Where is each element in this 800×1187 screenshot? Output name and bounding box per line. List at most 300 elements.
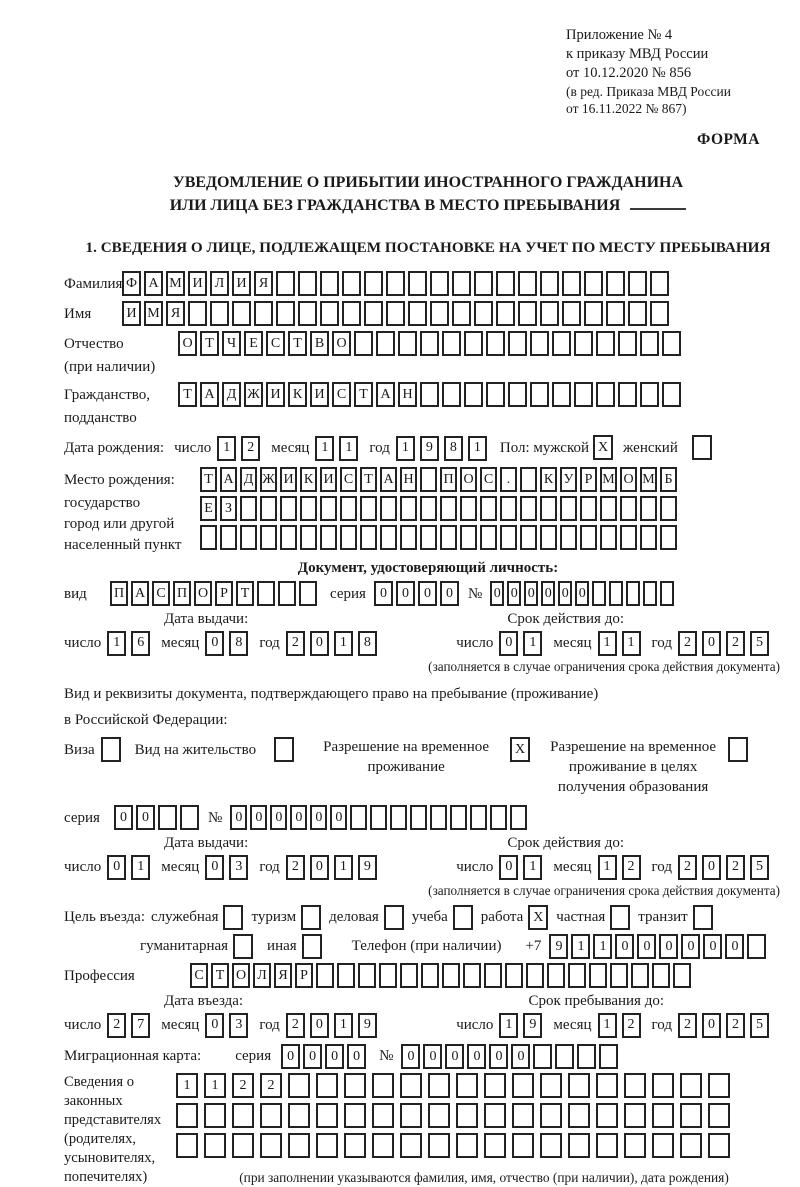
purpose-official-checkbox[interactable]	[223, 905, 243, 930]
char-cell[interactable]: 1	[334, 631, 353, 656]
char-cell[interactable]: 1	[598, 855, 617, 880]
char-cell[interactable]	[300, 525, 317, 550]
char-cell[interactable]: 0	[637, 934, 656, 959]
char-cell[interactable]: Я	[274, 963, 292, 988]
char-cell[interactable]	[188, 301, 207, 326]
char-cell[interactable]: А	[376, 382, 395, 407]
char-cell[interactable]: 5	[750, 855, 769, 880]
char-cell[interactable]	[660, 525, 677, 550]
char-cell[interactable]	[510, 805, 527, 830]
char-cell[interactable]: И	[188, 271, 207, 296]
char-cell[interactable]	[344, 1133, 366, 1158]
char-cell[interactable]: .	[500, 467, 517, 492]
char-cell[interactable]: 0	[136, 805, 155, 830]
char-cell[interactable]	[260, 525, 277, 550]
char-cell[interactable]	[386, 271, 405, 296]
char-cell[interactable]: Р	[295, 963, 313, 988]
char-cell[interactable]	[652, 1073, 674, 1098]
char-cell[interactable]	[599, 1044, 618, 1069]
char-cell[interactable]	[562, 271, 581, 296]
char-cell[interactable]: 1	[396, 436, 415, 461]
char-cell[interactable]	[606, 271, 625, 296]
char-cell[interactable]	[609, 581, 623, 606]
char-cell[interactable]	[350, 805, 367, 830]
char-cell[interactable]: 0	[290, 805, 307, 830]
char-cell[interactable]	[512, 1103, 534, 1128]
char-cell[interactable]: 0	[423, 1044, 442, 1069]
char-cell[interactable]: 0	[499, 855, 518, 880]
char-cell[interactable]	[298, 271, 317, 296]
temp-residence-checkbox[interactable]: X	[510, 737, 530, 762]
char-cell[interactable]: 2	[286, 631, 305, 656]
title-blank-underline[interactable]	[630, 196, 686, 210]
char-cell[interactable]	[552, 382, 571, 407]
char-cell[interactable]: М	[144, 301, 163, 326]
char-cell[interactable]	[456, 1103, 478, 1128]
char-cell[interactable]: 2	[726, 631, 745, 656]
char-cell[interactable]	[584, 301, 603, 326]
char-cell[interactable]: А	[220, 467, 237, 492]
char-cell[interactable]	[430, 271, 449, 296]
char-cell[interactable]: О	[232, 963, 250, 988]
char-cell[interactable]	[580, 496, 597, 521]
char-cell[interactable]	[592, 581, 606, 606]
char-cell[interactable]: 0	[702, 855, 721, 880]
char-cell[interactable]: 1	[131, 855, 150, 880]
char-cell[interactable]: Ф	[122, 271, 141, 296]
char-cell[interactable]	[540, 1133, 562, 1158]
char-cell[interactable]: 0	[575, 581, 589, 606]
char-cell[interactable]	[344, 1103, 366, 1128]
char-cell[interactable]	[380, 525, 397, 550]
char-cell[interactable]: Н	[398, 382, 417, 407]
char-cell[interactable]	[640, 382, 659, 407]
char-cell[interactable]	[204, 1103, 226, 1128]
char-cell[interactable]: 1	[499, 1013, 518, 1038]
char-cell[interactable]	[320, 496, 337, 521]
char-cell[interactable]: 1	[217, 436, 236, 461]
char-cell[interactable]	[452, 271, 471, 296]
char-cell[interactable]: 9	[420, 436, 439, 461]
char-cell[interactable]: Д	[240, 467, 257, 492]
char-cell[interactable]	[240, 525, 257, 550]
char-cell[interactable]	[680, 1073, 702, 1098]
char-cell[interactable]	[452, 301, 471, 326]
char-cell[interactable]	[540, 1103, 562, 1128]
char-cell[interactable]: 0	[310, 631, 329, 656]
char-cell[interactable]: О	[460, 467, 477, 492]
char-cell[interactable]	[158, 805, 177, 830]
char-cell[interactable]	[660, 496, 677, 521]
char-cell[interactable]	[618, 331, 637, 356]
char-cell[interactable]: 1	[523, 631, 542, 656]
char-cell[interactable]: 0	[703, 934, 722, 959]
char-cell[interactable]	[398, 331, 417, 356]
char-cell[interactable]: 0	[507, 581, 521, 606]
char-cell[interactable]: 9	[523, 1013, 542, 1038]
char-cell[interactable]: 1	[334, 1013, 353, 1038]
male-checkbox[interactable]: X	[593, 435, 613, 460]
char-cell[interactable]	[660, 581, 674, 606]
char-cell[interactable]: Ж	[260, 467, 277, 492]
char-cell[interactable]	[474, 301, 493, 326]
char-cell[interactable]: 0	[281, 1044, 300, 1069]
char-cell[interactable]: 9	[358, 1013, 377, 1038]
char-cell[interactable]	[620, 525, 637, 550]
char-cell[interactable]	[440, 496, 457, 521]
char-cell[interactable]	[400, 963, 418, 988]
char-cell[interactable]	[464, 331, 483, 356]
char-cell[interactable]	[562, 301, 581, 326]
char-cell[interactable]: 2	[232, 1073, 254, 1098]
char-cell[interactable]	[530, 331, 549, 356]
char-cell[interactable]: К	[300, 467, 317, 492]
char-cell[interactable]: Л	[210, 271, 229, 296]
char-cell[interactable]: 2	[726, 855, 745, 880]
char-cell[interactable]: 0	[490, 581, 504, 606]
residence-permit-checkbox[interactable]	[274, 737, 294, 762]
char-cell[interactable]	[232, 301, 251, 326]
char-cell[interactable]: А	[131, 581, 149, 606]
char-cell[interactable]	[628, 271, 647, 296]
char-cell[interactable]	[547, 963, 565, 988]
char-cell[interactable]: З	[220, 496, 237, 521]
purpose-private-checkbox[interactable]	[610, 905, 630, 930]
char-cell[interactable]	[486, 331, 505, 356]
char-cell[interactable]: 0	[659, 934, 678, 959]
char-cell[interactable]: Т	[354, 382, 373, 407]
char-cell[interactable]	[540, 496, 557, 521]
char-cell[interactable]	[276, 301, 295, 326]
char-cell[interactable]	[316, 1103, 338, 1128]
char-cell[interactable]	[680, 1103, 702, 1128]
char-cell[interactable]: 1	[598, 1013, 617, 1038]
char-cell[interactable]	[379, 963, 397, 988]
char-cell[interactable]: 2	[260, 1073, 282, 1098]
char-cell[interactable]	[360, 525, 377, 550]
char-cell[interactable]: 1	[593, 934, 612, 959]
char-cell[interactable]: Р	[215, 581, 233, 606]
char-cell[interactable]	[460, 496, 477, 521]
char-cell[interactable]	[320, 525, 337, 550]
char-cell[interactable]	[316, 1073, 338, 1098]
char-cell[interactable]	[232, 1133, 254, 1158]
char-cell[interactable]	[372, 1103, 394, 1128]
char-cell[interactable]	[176, 1133, 198, 1158]
char-cell[interactable]: 1	[622, 631, 641, 656]
char-cell[interactable]	[530, 382, 549, 407]
char-cell[interactable]	[360, 496, 377, 521]
char-cell[interactable]	[518, 271, 537, 296]
char-cell[interactable]	[420, 496, 437, 521]
char-cell[interactable]: 2	[286, 855, 305, 880]
char-cell[interactable]: В	[310, 331, 329, 356]
char-cell[interactable]	[276, 271, 295, 296]
purpose-other-checkbox[interactable]	[302, 934, 322, 959]
char-cell[interactable]: Я	[254, 271, 273, 296]
char-cell[interactable]	[280, 496, 297, 521]
char-cell[interactable]	[428, 1073, 450, 1098]
char-cell[interactable]: 0	[541, 581, 555, 606]
char-cell[interactable]	[480, 525, 497, 550]
char-cell[interactable]: 0	[396, 581, 415, 606]
char-cell[interactable]: 0	[107, 855, 126, 880]
char-cell[interactable]	[708, 1073, 730, 1098]
char-cell[interactable]: Т	[360, 467, 377, 492]
char-cell[interactable]	[464, 382, 483, 407]
char-cell[interactable]	[520, 525, 537, 550]
female-checkbox[interactable]	[692, 435, 712, 460]
char-cell[interactable]	[380, 496, 397, 521]
char-cell[interactable]	[342, 271, 361, 296]
char-cell[interactable]	[486, 382, 505, 407]
char-cell[interactable]: 9	[549, 934, 568, 959]
char-cell[interactable]	[650, 271, 669, 296]
char-cell[interactable]	[606, 301, 625, 326]
char-cell[interactable]	[620, 496, 637, 521]
char-cell[interactable]: 0	[114, 805, 133, 830]
char-cell[interactable]	[652, 963, 670, 988]
char-cell[interactable]	[500, 525, 517, 550]
char-cell[interactable]	[240, 496, 257, 521]
char-cell[interactable]: 8	[358, 631, 377, 656]
char-cell[interactable]	[512, 1073, 534, 1098]
char-cell[interactable]	[610, 963, 628, 988]
char-cell[interactable]: 0	[347, 1044, 366, 1069]
char-cell[interactable]	[204, 1133, 226, 1158]
char-cell[interactable]	[662, 382, 681, 407]
char-cell[interactable]	[430, 805, 447, 830]
char-cell[interactable]	[484, 1103, 506, 1128]
char-cell[interactable]: 5	[750, 631, 769, 656]
char-cell[interactable]: 8	[444, 436, 463, 461]
char-cell[interactable]: К	[288, 382, 307, 407]
char-cell[interactable]	[526, 963, 544, 988]
char-cell[interactable]	[555, 1044, 574, 1069]
purpose-humanitarian-checkbox[interactable]	[233, 934, 253, 959]
char-cell[interactable]	[400, 525, 417, 550]
char-cell[interactable]: 0	[440, 581, 459, 606]
char-cell[interactable]: 2	[726, 1013, 745, 1038]
char-cell[interactable]	[568, 1133, 590, 1158]
char-cell[interactable]	[340, 525, 357, 550]
char-cell[interactable]	[460, 525, 477, 550]
char-cell[interactable]	[643, 581, 657, 606]
char-cell[interactable]: А	[380, 467, 397, 492]
char-cell[interactable]	[650, 301, 669, 326]
char-cell[interactable]	[589, 963, 607, 988]
char-cell[interactable]	[358, 963, 376, 988]
char-cell[interactable]	[342, 301, 361, 326]
char-cell[interactable]: 0	[310, 805, 327, 830]
char-cell[interactable]: 0	[499, 631, 518, 656]
char-cell[interactable]: С	[266, 331, 285, 356]
char-cell[interactable]	[408, 271, 427, 296]
char-cell[interactable]	[577, 1044, 596, 1069]
char-cell[interactable]	[596, 1103, 618, 1128]
char-cell[interactable]: Ч	[222, 331, 241, 356]
char-cell[interactable]	[540, 525, 557, 550]
char-cell[interactable]	[376, 331, 395, 356]
char-cell[interactable]: 3	[229, 855, 248, 880]
char-cell[interactable]	[596, 1133, 618, 1158]
char-cell[interactable]	[540, 1073, 562, 1098]
char-cell[interactable]	[496, 301, 515, 326]
char-cell[interactable]	[560, 496, 577, 521]
char-cell[interactable]	[580, 525, 597, 550]
char-cell[interactable]	[500, 496, 517, 521]
purpose-study-checkbox[interactable]	[453, 905, 473, 930]
char-cell[interactable]	[420, 331, 439, 356]
char-cell[interactable]	[640, 525, 657, 550]
char-cell[interactable]	[288, 1103, 310, 1128]
char-cell[interactable]: 0	[467, 1044, 486, 1069]
char-cell[interactable]	[299, 581, 317, 606]
char-cell[interactable]: 0	[250, 805, 267, 830]
char-cell[interactable]: 7	[131, 1013, 150, 1038]
char-cell[interactable]	[596, 1073, 618, 1098]
char-cell[interactable]	[344, 1073, 366, 1098]
char-cell[interactable]: М	[600, 467, 617, 492]
char-cell[interactable]	[408, 301, 427, 326]
char-cell[interactable]	[300, 496, 317, 521]
char-cell[interactable]: 2	[107, 1013, 126, 1038]
char-cell[interactable]: С	[152, 581, 170, 606]
char-cell[interactable]: 0	[489, 1044, 508, 1069]
char-cell[interactable]	[508, 331, 527, 356]
char-cell[interactable]	[210, 301, 229, 326]
purpose-transit-checkbox[interactable]	[693, 905, 713, 930]
char-cell[interactable]	[372, 1073, 394, 1098]
char-cell[interactable]: 1	[204, 1073, 226, 1098]
char-cell[interactable]	[316, 1133, 338, 1158]
char-cell[interactable]: 1	[339, 436, 358, 461]
char-cell[interactable]: 0	[725, 934, 744, 959]
char-cell[interactable]	[652, 1133, 674, 1158]
temp-residence-edu-checkbox[interactable]	[728, 737, 748, 762]
char-cell[interactable]: 0	[310, 1013, 329, 1038]
char-cell[interactable]	[596, 382, 615, 407]
char-cell[interactable]	[470, 805, 487, 830]
char-cell[interactable]	[618, 382, 637, 407]
char-cell[interactable]: 8	[229, 631, 248, 656]
char-cell[interactable]: О	[178, 331, 197, 356]
char-cell[interactable]	[288, 1133, 310, 1158]
char-cell[interactable]: С	[332, 382, 351, 407]
char-cell[interactable]	[430, 301, 449, 326]
char-cell[interactable]: 0	[702, 1013, 721, 1038]
char-cell[interactable]: 3	[229, 1013, 248, 1038]
char-cell[interactable]: 2	[678, 631, 697, 656]
char-cell[interactable]	[280, 525, 297, 550]
char-cell[interactable]	[626, 581, 640, 606]
char-cell[interactable]	[574, 331, 593, 356]
char-cell[interactable]	[442, 963, 460, 988]
char-cell[interactable]	[337, 963, 355, 988]
char-cell[interactable]: 1	[598, 631, 617, 656]
purpose-work-checkbox[interactable]: X	[528, 905, 548, 930]
char-cell[interactable]: М	[166, 271, 185, 296]
char-cell[interactable]: П	[110, 581, 128, 606]
char-cell[interactable]: 2	[622, 855, 641, 880]
char-cell[interactable]	[640, 331, 659, 356]
char-cell[interactable]: О	[620, 467, 637, 492]
char-cell[interactable]	[428, 1103, 450, 1128]
char-cell[interactable]: О	[194, 581, 212, 606]
char-cell[interactable]: Л	[253, 963, 271, 988]
char-cell[interactable]: Т	[178, 382, 197, 407]
char-cell[interactable]: И	[310, 382, 329, 407]
char-cell[interactable]	[708, 1133, 730, 1158]
char-cell[interactable]: К	[540, 467, 557, 492]
char-cell[interactable]	[400, 496, 417, 521]
char-cell[interactable]: 0	[374, 581, 393, 606]
char-cell[interactable]	[254, 301, 273, 326]
char-cell[interactable]: 2	[678, 855, 697, 880]
char-cell[interactable]	[364, 271, 383, 296]
char-cell[interactable]	[320, 271, 339, 296]
char-cell[interactable]	[708, 1103, 730, 1128]
char-cell[interactable]	[400, 1103, 422, 1128]
char-cell[interactable]: 0	[330, 805, 347, 830]
char-cell[interactable]: Р	[580, 467, 597, 492]
char-cell[interactable]: 1	[334, 855, 353, 880]
char-cell[interactable]	[662, 331, 681, 356]
char-cell[interactable]: 2	[286, 1013, 305, 1038]
char-cell[interactable]	[176, 1103, 198, 1128]
char-cell[interactable]	[584, 271, 603, 296]
char-cell[interactable]: И	[232, 271, 251, 296]
char-cell[interactable]: С	[340, 467, 357, 492]
char-cell[interactable]	[624, 1133, 646, 1158]
char-cell[interactable]: 0	[702, 631, 721, 656]
char-cell[interactable]	[200, 525, 217, 550]
char-cell[interactable]: Т	[288, 331, 307, 356]
char-cell[interactable]	[568, 1103, 590, 1128]
char-cell[interactable]	[628, 301, 647, 326]
char-cell[interactable]	[640, 496, 657, 521]
char-cell[interactable]: 0	[511, 1044, 530, 1069]
char-cell[interactable]: 1	[315, 436, 334, 461]
char-cell[interactable]	[410, 805, 427, 830]
char-cell[interactable]: Д	[222, 382, 241, 407]
char-cell[interactable]	[420, 467, 437, 492]
purpose-business-checkbox[interactable]	[384, 905, 404, 930]
char-cell[interactable]	[400, 1073, 422, 1098]
char-cell[interactable]	[370, 805, 387, 830]
char-cell[interactable]	[386, 301, 405, 326]
char-cell[interactable]	[552, 331, 571, 356]
char-cell[interactable]: О	[332, 331, 351, 356]
char-cell[interactable]	[533, 1044, 552, 1069]
char-cell[interactable]: 0	[310, 855, 329, 880]
char-cell[interactable]	[600, 525, 617, 550]
char-cell[interactable]: Е	[244, 331, 263, 356]
char-cell[interactable]	[220, 525, 237, 550]
char-cell[interactable]	[288, 1073, 310, 1098]
char-cell[interactable]	[440, 525, 457, 550]
char-cell[interactable]: 1	[107, 631, 126, 656]
char-cell[interactable]	[568, 1073, 590, 1098]
char-cell[interactable]	[260, 1133, 282, 1158]
char-cell[interactable]: И	[266, 382, 285, 407]
char-cell[interactable]	[568, 963, 586, 988]
char-cell[interactable]	[442, 331, 461, 356]
char-cell[interactable]	[364, 301, 383, 326]
char-cell[interactable]	[320, 301, 339, 326]
char-cell[interactable]: 0	[524, 581, 538, 606]
char-cell[interactable]: И	[122, 301, 141, 326]
